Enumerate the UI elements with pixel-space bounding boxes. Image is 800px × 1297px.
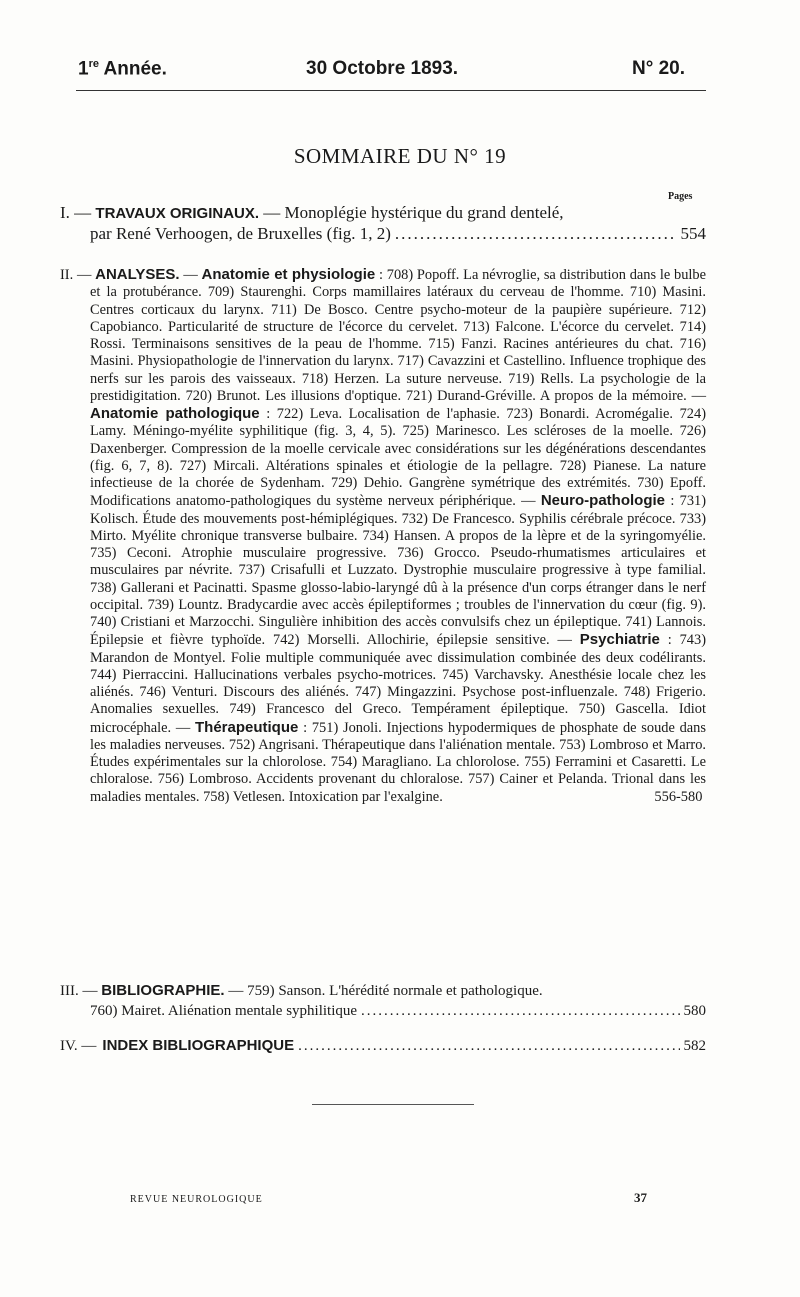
dash: — bbox=[183, 267, 198, 283]
entry-text: : 722) Leva. Localisation de l'aphasie. 723) Bonardi. Acromégalie. 724) Lamy. Méningo-myélite syphilitique (fig. 3, 4, 5). 725) Marinesco. Les scléroses de la moelle. 726) Daxenberger. Compression de la moelle cervicale avec considérations sur les dégénérations descendantes (fig. 6, 7, 8). 727) Mircali. Altérations spinales et étiologie de la pellagre. 728) Pianese. La nature infectieuse de la chorée de Sydenham. 729) Dehio. Gangrène symétrique des extrémités. 730) Epoff. Modifications anatomo-pathologiques du système nerveux périphérique. — bbox=[90, 406, 706, 510]
roman-numeral: III. — bbox=[60, 983, 98, 999]
toc-entry-line bbox=[60, 981, 706, 1001]
section-divider bbox=[312, 1104, 474, 1105]
section-heading: TRAVAUX ORIGINAUX. bbox=[95, 205, 260, 222]
entry-text: : 708) Popoff. La névroglie, sa distribution dans le bulbe et la protubérance. 709) Staurenghi. Corps mamillaires latéraux du cerveau de l'homme. 710) Masini. Centres corticaux du larynx. 711) De Bosco. Centre psycho-moteur de la paupière supérieure. 712) Capobianco. Particularité de structure de l'écorce du cervelet. 713) Falcone. L'écorce du cervelet. 714) Rossi. Terminaisons sensitives de la peau de l'homme. 715) Fanzi. Racines antérieures du chat. 716) Masini. Physiopathologie de l'innervation du larynx. 717) Cavazzini et Castellino. Influence trophique des nerfs sur les parois des vaisseaux. 718) Herzen. La suture nerveuse. 719) Rells. La psychologie de la prestidigitation. 720) Brunot. Les illusions d'optique. 721) Durand-Gréville. A propos de la mémoire. — bbox=[90, 267, 706, 404]
toc-entry-analyses bbox=[60, 266, 706, 806]
toc-entry-line bbox=[60, 1037, 706, 1055]
header-year: 1re Année. bbox=[78, 58, 167, 80]
subsection-psychiatrie: Psychiatrie bbox=[579, 631, 660, 649]
subsection-anatomie-physiologie: Anatomie et physiologie bbox=[201, 266, 376, 283]
page-number: 580 bbox=[683, 1003, 706, 1019]
section-heading: INDEX BIBLIOGRAPHIQUE bbox=[102, 1037, 295, 1054]
subsection-neuro-pathologie: Neuro-pathologie bbox=[540, 492, 665, 510]
entry-text: : 751) Jonoli. Injections hypodermiques de phosphate de soude dans les maladies nerveuses. 752) Angrisani. Thérapeutique dans l'aliénation mentale. 753) Lombroso et Marro. Études expérimentales sur la chlorolose. 754) Maragliano. La chlorolose. 755) Ferramini et Casaretti. Le chloralose. 756) Lombroso. Accidents provenant du chloralose. 757) Cainer et Pelanda. Trional dans les maladies mentales. 758) Vetlesen. Intoxication par l'exalgine. bbox=[90, 719, 706, 805]
toc-entry-line bbox=[60, 203, 706, 224]
roman-numeral: II. — bbox=[60, 267, 92, 283]
leader-dots bbox=[361, 1001, 679, 1021]
toc-entry-travaux bbox=[60, 203, 706, 244]
page-title: SOMMAIRE DU N° 19 bbox=[293, 144, 507, 168]
entry-text: : 731) Kolisch. Étude des mouvements post-hémiplégiques. 732) De Francesco. Syphilis cérébrale précoce. 733) Mirto. Myélite chronique transverse bulbaire. 734) Hansen. A propos de la lèpre et de la syringomyélie. 735) Ceconi. Atrophie musculaire progressive. 736) Grocco. Pseudo-rhumatismes articulaires et musculaires par névrite. 737) Crisafulli et Luzzato. Dystrophie musculaire progressive à type familial. 738) Gallerani et Pacinatti. Spasme glosso-labio-laryngé dû à la présence d'un corps étranger dans le nerf occipital. 739) Lountz. Bradycardie avec accès épileptiformes ; troubles de l'innervation du cœur (fig. 9). 740) Cristiani et Marzocchi. Singulière inhibition des accès convulsifs chez un épileptique. 741) Lannois. Épilepsie et fièvre typhoïde. 742) Morselli. Allochirie, épilepsie sensitive. — bbox=[90, 493, 707, 649]
toc-entry-line bbox=[60, 224, 706, 244]
pages-column-label: Pages bbox=[668, 191, 693, 202]
page-number: 556-580 bbox=[654, 788, 703, 805]
roman-numeral: I. — bbox=[60, 203, 92, 222]
header-date: 30 Octobre 1893. bbox=[306, 58, 459, 79]
roman-numeral: IV. — bbox=[60, 1038, 97, 1054]
leader-dots bbox=[395, 224, 677, 244]
entry-text: — 759) Sanson. L'hérédité normale et pathologique. bbox=[224, 983, 543, 999]
entry-paragraph bbox=[60, 266, 706, 806]
subsection-anatomie-pathologique: Anatomie pathologique bbox=[90, 405, 260, 422]
header-rule bbox=[76, 90, 706, 91]
toc-entry-index bbox=[60, 1037, 706, 1055]
entry-text: : 743) Marandon de Montyel. Folie multiple communiquée avec dissimulation combinée des deux codélirants. 744) Pierraccini. Hallucinations verbales psycho-motrices. 745) Varchavsky. Anesthésie locale chez les aliénés. 746) Venturi. Discours des aliénés. 747) Mingazzini. Psychose post-influenzale. 748) Frigerio. Anomalies sexuelles. 749) Francesco del Greco. Tempérament épileptique. 750) Gascella. Idiot microcéphale. — bbox=[90, 632, 706, 736]
footer-journal-name: REVUE NEUROLOGIQUE bbox=[130, 1194, 263, 1205]
toc-entry-bibliographie bbox=[60, 981, 706, 1021]
section-heading: BIBLIOGRAPHIE. bbox=[101, 982, 225, 999]
section-heading: ANALYSES. bbox=[95, 266, 180, 283]
subsection-therapeutique: Thérapeutique bbox=[195, 718, 299, 736]
entry-text: 760) Mairet. Aliénation mentale syphilitique bbox=[90, 1003, 358, 1019]
toc-entry-line bbox=[60, 1001, 706, 1021]
entry-text: — Monoplégie hystérique du grand dentelé, bbox=[259, 203, 564, 222]
page-number: 582 bbox=[683, 1038, 706, 1054]
leader-dots bbox=[298, 1038, 679, 1055]
header-issue-number: N° 20. bbox=[632, 58, 686, 79]
entry-text: par René Verhoogen, de Bruxelles (fig. 1, 2) bbox=[90, 224, 391, 243]
footer-signature-mark: 37 bbox=[634, 1190, 647, 1205]
page-number: 554 bbox=[680, 224, 706, 243]
